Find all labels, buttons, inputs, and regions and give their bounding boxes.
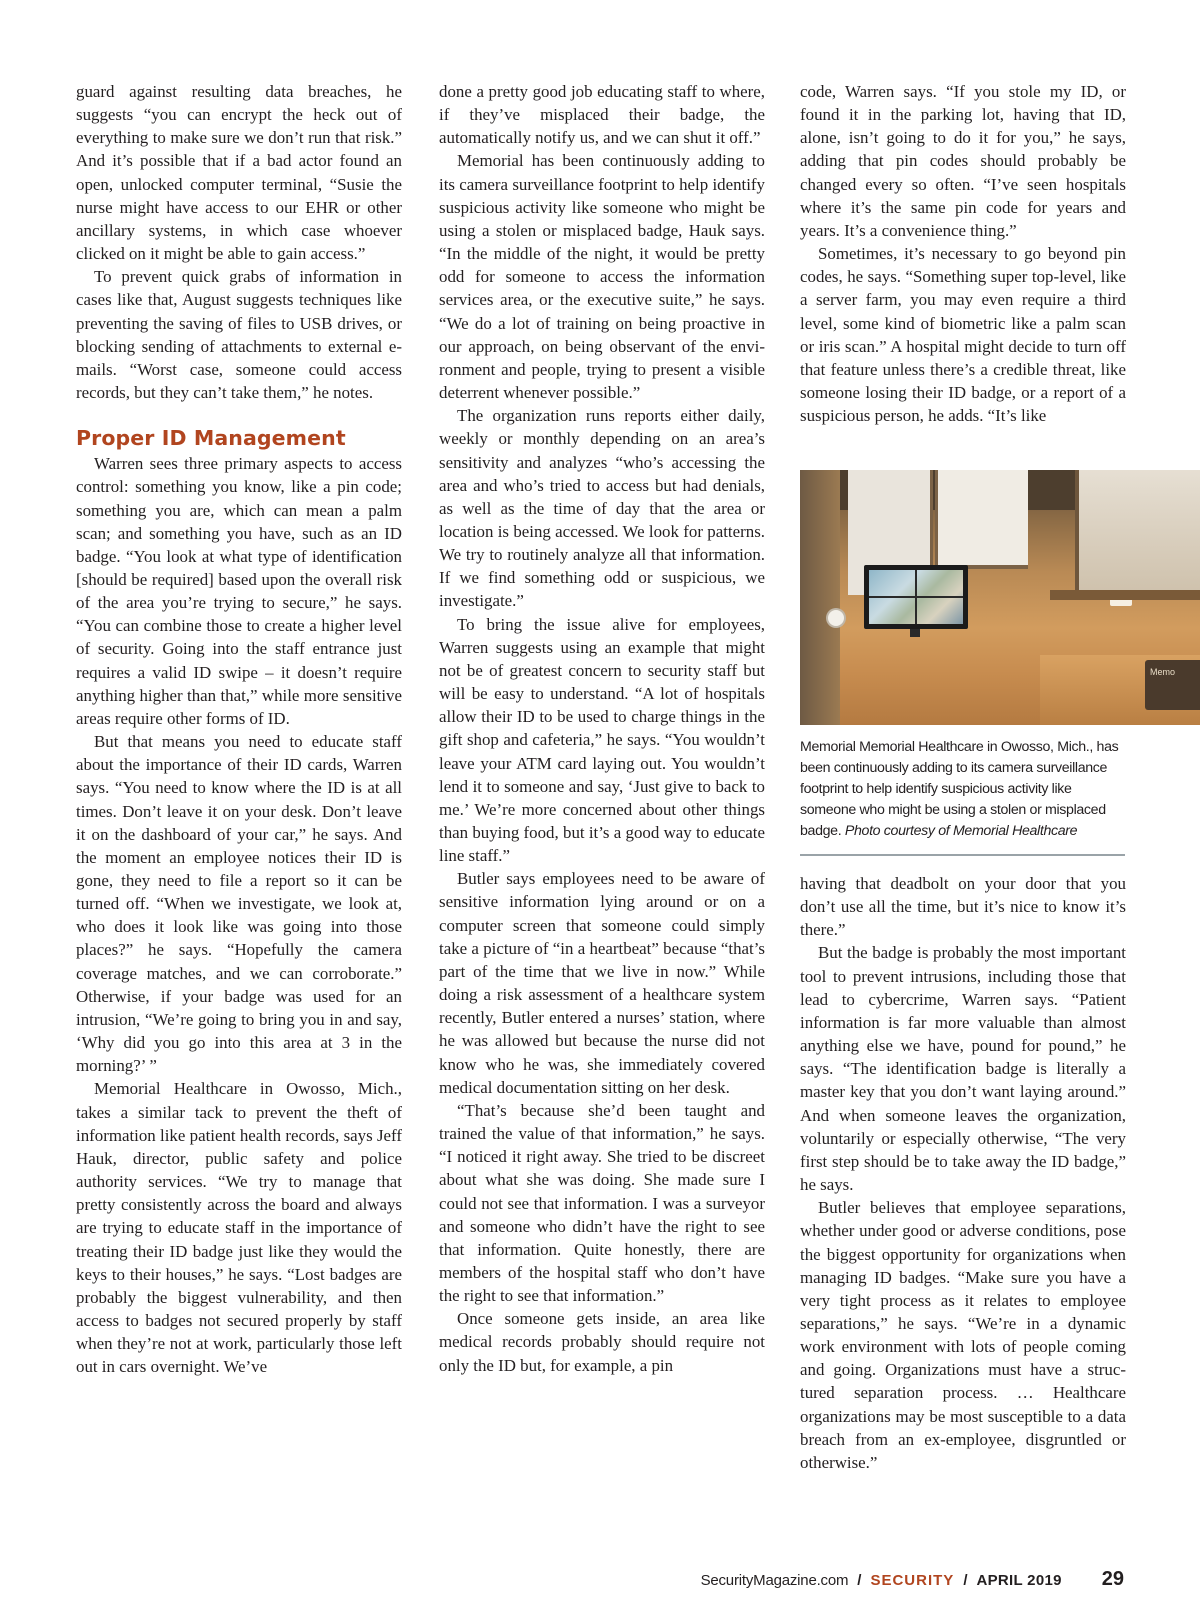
photo-window <box>935 470 1028 569</box>
body-paragraph: Memorial has been continuously adding to its camera surveillance footprint to help identify suspicious activity like someone who might be using a stolen or misplaced badge, Hauk says. “In the middle of the night, it would be pretty odd for someone to access the information services area, or the executive suite,” he says. “We do a lot of training on being proactive in our approach, on being observant of the environment and people, trying to present a visible deterrent whenever possible.” <box>439 151 765 403</box>
footer-separator: / <box>857 1572 862 1589</box>
body-paragraph: done a pretty good job educating staff to where, if they’ve misplaced their badge, the automatically notify us, and we can shut it off.” <box>439 82 765 148</box>
figure-caption <box>800 737 1125 842</box>
body-paragraph: Warren sees three primary aspects to access control: something you know, like a pin code; something you are, which can mean a palm scan; and something you have, such as an ID badge. “You look at what type of identification [should be required] based upon the overall risk of the area you’re trying to secure,” he says. “You can combine those to create a higher level of security. Going into the staff entrance just requires a valid ID swipe – it doesn’t require anything higher than that,” while more sensitive areas require other forms of ID. <box>76 454 402 728</box>
article-column-3 <box>800 80 1126 427</box>
caption-divider <box>800 854 1125 856</box>
body-paragraph: But that means you need to educate staff about the importance of their ID cards, Warren says. “You need to know where the ID is at all times. Don’t leave it on your desk. Don’t leave it on the dashboard of your car,” he says. And the moment an employee notices their ID is gone, they need to file a report so it can be turned off. “When we investigate, we look at, who does it look like was going into those places?” he says. “Hopefully the camera coverage matches, and we can corroborate.” Otherwise, if your badge was used for an intrusion, “We’re going to bring you in and say, ‘Why did you go into this area at 3 in the morning?’ ” <box>76 732 402 1076</box>
body-paragraph: Sometimes, it’s necessary to go beyond pin codes, he says. “Something super top-level, like a server farm, you may even require a third level, some kind of biometric like a palm scan or iris scan.” A hospital might decide to turn off that feature unless there’s a credible threat, like someone losing their ID badge, or a report of a suspicious person, he adds. “It’s like <box>800 244 1126 426</box>
section-heading: Proper ID Management <box>76 426 346 451</box>
body-paragraph: “That’s because she’d been taught and trained the value of that information,” he says. “I noticed it right away. She tried to be discreet about what she was doing. She made sure I could not see that information. I was a surveyor and someone who didn’t have the right to see that information. Quite honestly, there are members of the hospital staff who don’t have the right to see that information.” <box>439 1100 765 1306</box>
monitor-screen-divider <box>869 596 963 598</box>
body-paragraph: Memorial Healthcare in Owosso, Mich., takes a similar tack to prevent the theft of information like patient health records, says Jeff Hauk, director, public safety and police authority services. “We try to manage that pretty consistently across the board and always are trying to educate staff in the importance of treating their ID badge just like they would the keys to their houses,” he says. “Lost badges are probably the biggest vulnerability, and then access to badges not secured properly by staff when they’re not at work, particularly those left out in cars overnight. We’ve <box>76 1079 402 1377</box>
body-paragraph: Butler says employees need to be aware of sensitive information lying around or on a computer screen that someone could simply take a picture of “in a heartbeat” because “that’s part of the time that we live in now.” While doing a risk assessment of a healthcare system recently, Butler entered a nurses’ station, where he was allowed but because the nurse did not know who he was, she immediately covered medical documentation sitting on her desk. <box>439 869 765 1097</box>
caption-text: Memorial Memorial Healthcare in Owosso, Mich., has been continuously adding to its camera surveillance footprint to help identify suspicious activity like someone who might be using a stolen or misplaced badge. <box>800 739 1119 839</box>
body-paragraph: But the badge is probably the most important tool to prevent intrusions, including those that lead to cybercrime, Warren says. “Patient information is far more valuable than almost anything else we have, pound for pound,” he says. “The identification badge is literally a master key that you don’t want laying around.” And when someone leaves the organization, voluntarily or especially otherwise, “The very first step should be to take away the ID badge,” he says. <box>800 943 1126 1195</box>
body-paragraph: guard against resulting data breaches, he suggests “you can encrypt the heck out of everything to make sure we don’t run that risk.” And it’s possible that if a bad actor found an open, unlocked computer terminal, “Susie the nurse might have access to our EHR or other ancillary systems, in which case whoever clicked on it might be able to gain access.” <box>76 82 402 264</box>
page-number: 29 <box>1101 1568 1124 1590</box>
footer-magazine-name: SECURITY <box>870 1572 955 1589</box>
footer-separator: / <box>963 1572 968 1589</box>
photo-sign-text: Memo <box>1150 667 1176 677</box>
photo-credit: Photo courtesy of Memorial Healthcare <box>844 823 1078 839</box>
surveillance-photo <box>800 470 1200 725</box>
photo-figure <box>800 470 1200 856</box>
body-paragraph: having that deadbolt on your door that you don’t use all the time, but it’s nice to know it’s there.” <box>800 874 1126 940</box>
body-paragraph: To prevent quick grabs of information in cases like that, August suggests techniques like preventing the saving of files to USB drives, or blocking sending of attachments to external e-mails. “Worst case, someone could access records, but they can’t take them,” he notes. <box>76 267 402 403</box>
footer-website: SecurityMagazine.com <box>700 1572 849 1589</box>
article-column-1 <box>76 80 402 1378</box>
body-paragraph: Butler believes that employee separations, whether under good or adverse conditions, pose the biggest opportunity for organizations when managing ID badges. “Make sure you have a very tight process as it relates to employee separations,” he says. “We’re in a dynamic work environment with lots of people coming and going. Organizations must have a structured separation process. … Healthcare organizations may be most susceptible to a data breach from an ex-employee, disgruntled or otherwise.” <box>800 1198 1126 1472</box>
photo-skylight <box>800 470 840 725</box>
body-paragraph: code, Warren says. “If you stole my ID, or found it in the parking lot, having that ID, alone, isn’t going to do it for you,” he says, adding that pin codes should probably be changed every so often. “I’ve seen hospitals where it’s the same pin code for years and years. It’s a convenience thing.” <box>800 82 1126 240</box>
security-camera-icon <box>828 610 844 626</box>
body-paragraph: To bring the issue alive for employees, Warren suggests using an example that might not be of greatest concern to security staff but will be easy to understand. “A lot of hospitals allow their ID to be used to charge things in the gift shop and cafeteria,” he says. “You wouldn’t leave your ATM card laying out. You wouldn’t lend it to someone and say, ‘Just give to back to me.’ We’re more concerned about other things than buying food, but it’s a good way to educate line staff.” <box>439 614 765 866</box>
body-paragraph: Once someone gets inside, an area like medical records probably should require not only the ID but, for example, a pin <box>439 1309 765 1375</box>
article-column-3-continued <box>800 872 1126 1474</box>
photo-window <box>1075 470 1200 590</box>
monitor-mount <box>910 629 920 637</box>
article-column-2 <box>439 80 765 1377</box>
body-paragraph: The organization runs reports either daily, weekly or monthly depending on an area’s sensitivity and analyzes “who’s accessing the area and who’s tried to access but had denials, as well as the time of day that the area or location is being accessed. We look for patterns. We try to routinely analyze all that information. If we find something odd or suspicious, we investigate.” <box>439 406 765 611</box>
photo-beam <box>1050 590 1200 600</box>
page-footer <box>701 1568 1124 1591</box>
footer-issue-date: APRIL 2019 <box>976 1572 1062 1589</box>
